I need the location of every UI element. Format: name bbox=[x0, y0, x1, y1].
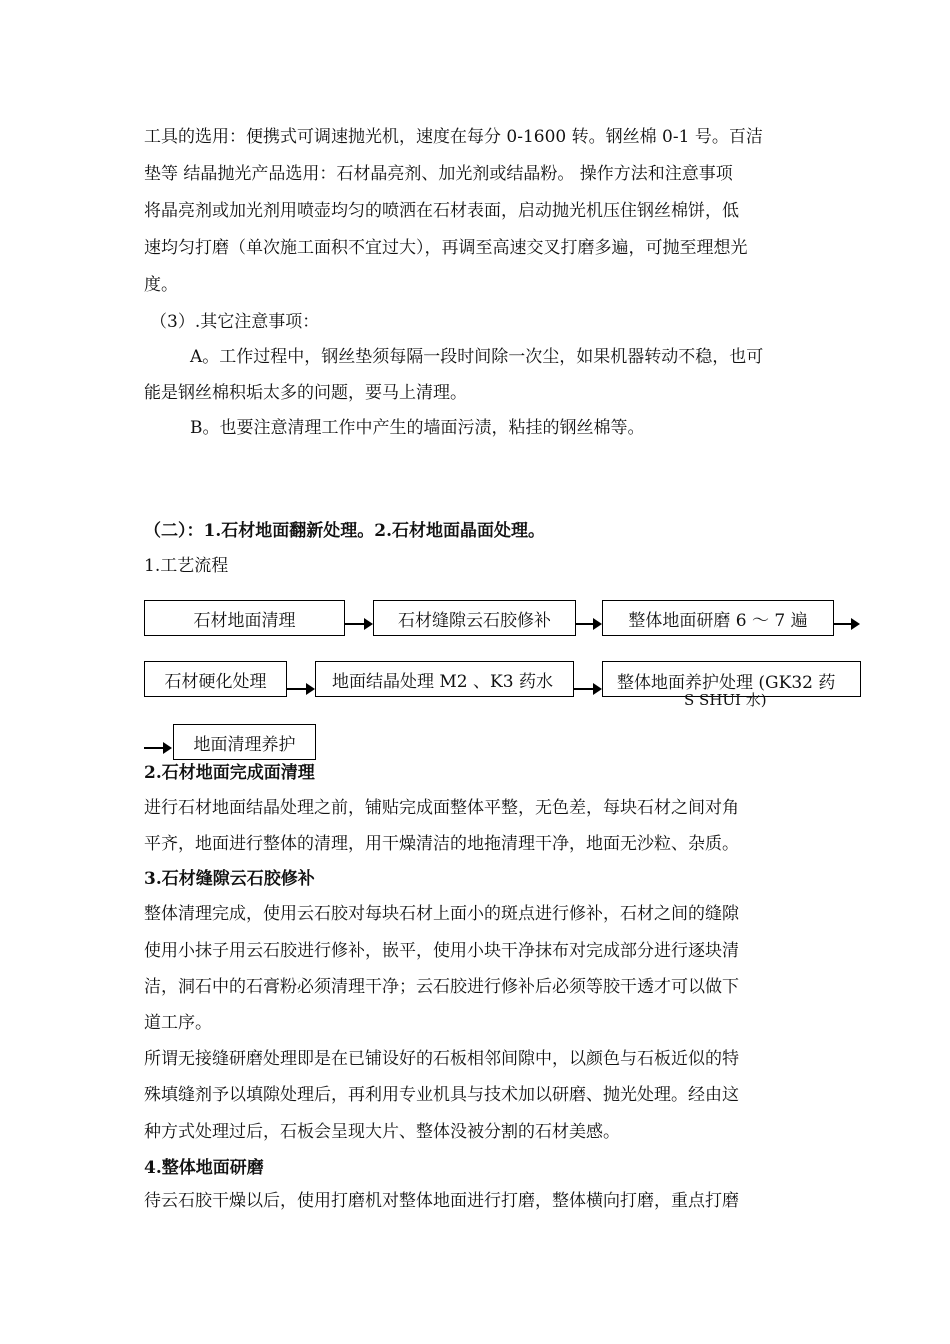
flow-step-label: 石材缝隙云石胶修补 bbox=[398, 610, 551, 631]
flow-step-overflow-label: S SHUI 水) bbox=[684, 691, 767, 709]
s3-title: 3.石材缝隙云石胶修补 bbox=[144, 869, 315, 889]
arrow-right-icon bbox=[144, 747, 170, 749]
flow-step-crystallization bbox=[315, 661, 574, 697]
flow-step-seam-repair bbox=[373, 600, 576, 636]
note-b: B。也要注意清理工作中产生的墙面污渍，粘挂的钢丝棉等。 bbox=[190, 418, 645, 438]
s3-body-line-1: 整体清理完成，使用云石胶对每块石材上面小的斑点进行修补，石材之间的缝隙 bbox=[144, 904, 739, 924]
s2-body-line-1: 进行石材地面结晶处理之前，铺贴完成面整体平整，无色差，每块石材之间对角 bbox=[144, 798, 739, 818]
flow-step-label: 石材地面清理 bbox=[193, 610, 296, 631]
s4-title: 4.整体地面研磨 bbox=[144, 1158, 264, 1178]
arrow-right-icon bbox=[834, 623, 858, 625]
flow-step-label: 地面清理养护 bbox=[193, 734, 296, 755]
s2-title: 2.石材地面完成面清理 bbox=[144, 763, 315, 783]
flow-step-cleaning-maintenance bbox=[173, 724, 316, 760]
s3-body-line-3: 洁，洞石中的石膏粉必须清理干净；云石胶进行修补后必须等胶干透才可以做下 bbox=[144, 977, 739, 997]
s2-body-line-2: 平齐，地面进行整体的清理，用干燥清洁的地拖清理干净，地面无沙粒、杂质。 bbox=[144, 834, 739, 854]
section-title: （二）：1.石材地面翻新处理。2.石材地面晶面处理。 bbox=[144, 521, 545, 541]
s3-body-line-4: 道工序。 bbox=[144, 1013, 212, 1033]
s3-body-line-2: 使用小抹子用云石胶进行修补，嵌平，使用小块干净抹布对完成部分进行逐块清 bbox=[144, 941, 739, 961]
para1-line-5: 度。 bbox=[144, 275, 178, 295]
para1-line-1: 工具的选用：便携式可调速抛光机，速度在每分 0-1600 转。钢丝棉 0-1 号。百洁 bbox=[144, 127, 763, 147]
flow-step-grinding bbox=[602, 600, 834, 636]
note-a-line-2: 能是钢丝棉积垢太多的问题，要马上清理。 bbox=[144, 383, 467, 403]
para1-line-4: 速均匀打磨（单次施工面积不宜过大），再调至高速交叉打磨多遍，可抛至理想光 bbox=[144, 238, 748, 258]
flow-step-floor-cleaning bbox=[144, 600, 345, 636]
flow-step-hardening bbox=[144, 661, 287, 697]
arrow-right-icon bbox=[287, 688, 313, 690]
s3-body-line-7: 种方式处理过后，石板会呈现大片、整体没被分割的石材美感。 bbox=[144, 1122, 620, 1142]
notes-heading: （3）.其它注意事项： bbox=[150, 312, 320, 332]
s3-body-line-5: 所谓无接缝研磨处理即是在已铺设好的石板相邻间隙中，以颜色与石板近似的特 bbox=[144, 1049, 739, 1069]
s4-body-line-1: 待云石胶干燥以后，使用打磨机对整体地面进行打磨，整体横向打磨，重点打磨 bbox=[144, 1191, 739, 1211]
arrow-right-icon bbox=[576, 623, 600, 625]
para1-line-3: 将晶亮剂或加光剂用喷壶均匀的喷洒在石材表面，启动抛光机压住钢丝棉饼，低 bbox=[144, 201, 739, 221]
arrow-right-icon bbox=[345, 623, 371, 625]
arrow-right-icon bbox=[574, 688, 600, 690]
flow-step-label: 整体地面研磨 6 ～ 7 遍 bbox=[628, 610, 808, 631]
flow-step-label: 地面结晶处理 M2 、K3 药水 bbox=[332, 671, 553, 692]
flow-step-label: 整体地面养护处理 (GK32 药 bbox=[617, 673, 836, 693]
note-a-line-1: A。工作过程中，钢丝垫须每隔一段时间除一次尘，如果机器转动不稳，也可 bbox=[190, 347, 764, 367]
flow-step-label: 石材硬化处理 bbox=[164, 671, 267, 692]
s3-body-line-6: 殊填缝剂予以填隙处理后，再利用专业机具与技术加以研磨、抛光处理。经由这 bbox=[144, 1085, 739, 1105]
flow-title: 1.工艺流程 bbox=[144, 556, 229, 576]
para1-line-2: 垫等 结晶抛光产品选用：石材晶亮剂、加光剂或结晶粉。 操作方法和注意事项 bbox=[144, 164, 733, 184]
